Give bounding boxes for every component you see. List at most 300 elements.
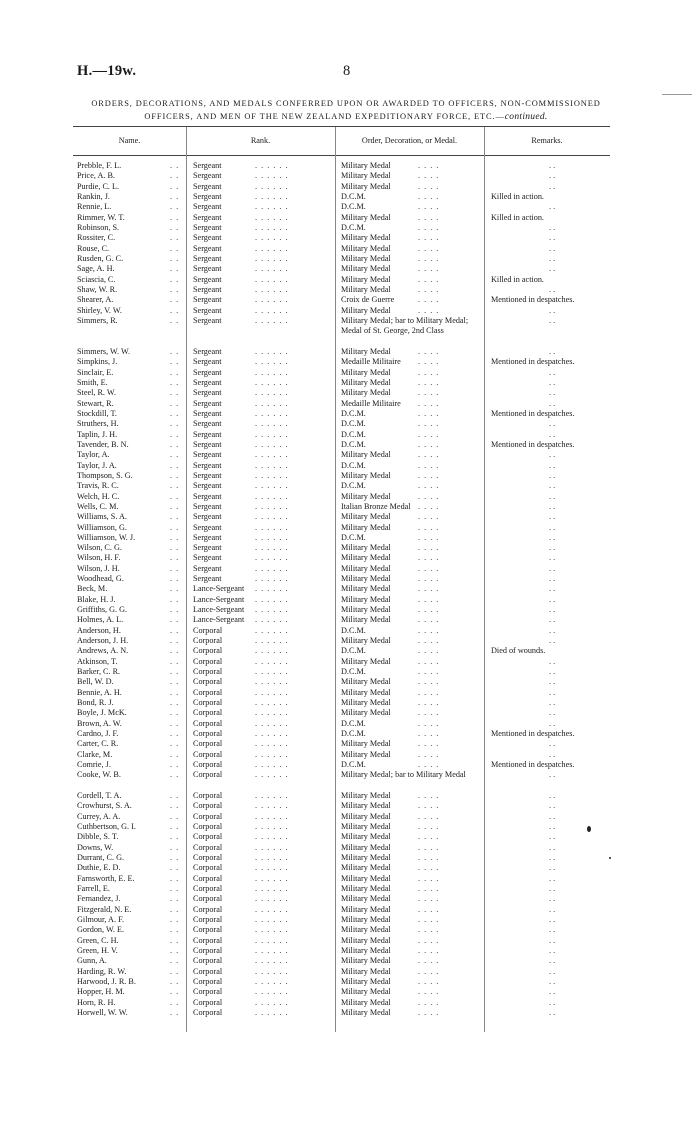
award-name: Military Medal: [341, 925, 391, 935]
recipient-rank: Corporal: [193, 966, 223, 976]
table-row: [0, 719, 700, 729]
leader-dots: . .: [549, 284, 556, 294]
leader-dots: . .: [549, 739, 556, 749]
recipient-name: Wilson, J. H.: [77, 563, 120, 573]
leader-dots: . . . .: [418, 925, 440, 935]
leader-dots: . . . .: [418, 233, 440, 243]
leader-dots: . . . .: [418, 243, 440, 253]
leader-dots: . .: [170, 1007, 180, 1017]
leader-dots: . .: [170, 801, 180, 811]
leader-dots: . . . . . .: [255, 987, 289, 997]
leader-dots: . .: [549, 543, 556, 553]
table-row: [0, 801, 700, 811]
leader-dots: . .: [549, 398, 556, 408]
recipient-name: Tavender, B. N.: [77, 439, 129, 449]
leader-dots: . .: [549, 976, 556, 986]
recipient-name: Farnsworth, E. E.: [77, 873, 135, 883]
recipient-name: Green, H. V.: [77, 945, 118, 955]
leader-dots: . .: [549, 615, 556, 625]
leader-dots: . .: [549, 470, 556, 480]
table-row: [0, 171, 700, 181]
award-name: Military Medal: [341, 956, 391, 966]
recipient-rank: Corporal: [193, 625, 223, 635]
leader-dots: . .: [549, 161, 556, 170]
leader-dots: . . . . . .: [255, 398, 289, 408]
recipient-rank: Corporal: [193, 646, 223, 656]
leader-dots: . . . . . .: [255, 894, 289, 904]
leader-dots: . . . . . .: [255, 439, 289, 449]
recipient-name: Sinclair, E.: [77, 367, 114, 377]
award-name: Military Medal: [341, 873, 391, 883]
leader-dots: . .: [170, 357, 180, 367]
leader-dots: . .: [170, 264, 180, 274]
leader-dots: . .: [170, 481, 180, 491]
table-row: [0, 347, 700, 357]
table-row: [0, 461, 700, 471]
leader-dots: . . . . . .: [255, 388, 289, 398]
award-name: Military Medal: [341, 161, 391, 170]
table-row: [0, 698, 700, 708]
table-row: [0, 213, 700, 223]
leader-dots: . .: [549, 522, 556, 532]
recipient-rank: Corporal: [193, 997, 223, 1007]
leader-dots: . .: [170, 584, 180, 594]
recipient-rank: Sergeant: [193, 305, 222, 315]
leader-dots: . . . .: [418, 543, 440, 553]
recipient-name: Wilson, C. G.: [77, 543, 122, 553]
table-row: [0, 843, 700, 853]
recipient-name: Bond, R. J.: [77, 698, 114, 708]
table-row: [0, 987, 700, 997]
table-row: [0, 615, 700, 625]
table-row: [0, 595, 700, 605]
leader-dots: . .: [170, 450, 180, 460]
table-row: [0, 915, 700, 925]
leader-dots: . .: [549, 708, 556, 718]
leader-dots: . . . . . .: [255, 512, 289, 522]
award-name: Military Medal: [341, 739, 391, 749]
leader-dots: . . . .: [418, 439, 440, 449]
leader-dots: . .: [170, 729, 180, 739]
table-row: [0, 967, 700, 977]
recipient-rank: Sergeant: [193, 512, 222, 522]
leader-dots: . . . . . .: [255, 264, 289, 274]
award-name: Croix de Guerre: [341, 295, 395, 305]
recipient-rank: Corporal: [193, 760, 223, 770]
award-name: Military Medal: [341, 915, 391, 924]
recipient-rank: Sergeant: [193, 491, 222, 501]
leader-dots: . .: [549, 563, 556, 573]
award-name: Military Medal: [341, 945, 391, 955]
table-row: [0, 874, 700, 884]
recipient-name: Horwell, W. W.: [77, 1007, 128, 1017]
recipient-rank: Corporal: [193, 863, 223, 873]
remarks: Mentioned in despatches.: [491, 439, 575, 449]
table-row: [0, 264, 700, 274]
recipient-name: Williams, S. A.: [77, 512, 127, 522]
leader-dots: . . . . . .: [255, 904, 289, 914]
leader-dots: . .: [170, 811, 180, 821]
recipient-rank: Sergeant: [193, 574, 222, 584]
leader-dots: . . . . . .: [255, 584, 289, 594]
leader-dots: . . . .: [418, 181, 440, 191]
award-name: Military Medal: [341, 563, 391, 573]
award-name: Military Medal: [341, 997, 391, 1007]
award-name: D.C.M.: [341, 408, 366, 418]
leader-dots: . . . . . .: [255, 945, 289, 955]
recipient-name: Harwood, J. R. B.: [77, 976, 136, 986]
award-name: Military Medal: [341, 553, 391, 563]
leader-dots: . .: [170, 419, 180, 429]
award-name: Military Medal: [341, 966, 391, 976]
leader-dots: . .: [170, 295, 180, 305]
table-row: [0, 316, 700, 347]
table-row: [0, 533, 700, 543]
recipient-name: Cooke, W. B.: [77, 770, 121, 780]
leader-dots: . . . .: [418, 584, 440, 594]
leader-dots: . . . . . .: [255, 708, 289, 718]
recipient-name: Stewart, R.: [77, 398, 114, 408]
award-name: Military Medal: [341, 181, 391, 191]
award-name: D.C.M.: [341, 760, 366, 770]
leader-dots: . .: [170, 181, 180, 191]
table-row: [0, 202, 700, 212]
table-row: [0, 770, 700, 791]
leader-dots: . .: [170, 522, 180, 532]
recipient-name: Rusden, G. C.: [77, 253, 124, 263]
recipient-rank: Lance-Sergeant: [193, 594, 245, 604]
table-row: [0, 368, 700, 378]
award-name: Military Medal: [341, 605, 391, 615]
recipient-name: Green, C. H.: [77, 935, 119, 945]
award-name: D.C.M.: [341, 191, 366, 201]
leader-dots: . . . . . .: [255, 605, 289, 615]
recipient-name: Stockdill, T.: [77, 408, 117, 418]
award-name: Military Medal: [341, 543, 391, 553]
table-row: [0, 399, 700, 409]
award-name: Military Medal: [341, 284, 391, 294]
leader-dots: . .: [170, 408, 180, 418]
leader-dots: . .: [170, 625, 180, 635]
table-row: [0, 564, 700, 574]
leader-dots: . .: [170, 605, 180, 615]
leader-dots: . . . .: [418, 161, 440, 170]
leader-dots: . . . . . .: [255, 729, 289, 739]
leader-dots: . . . . . .: [255, 243, 289, 253]
leader-dots: . .: [549, 904, 556, 914]
leader-dots: . .: [170, 191, 180, 201]
leader-dots: . .: [170, 863, 180, 873]
leader-dots: . . . . . .: [255, 594, 289, 604]
leader-dots: . . . .: [418, 956, 440, 966]
recipient-name: Holmes, A. L.: [77, 615, 124, 625]
recipient-rank: Sergeant: [193, 222, 222, 232]
leader-dots: . .: [170, 904, 180, 914]
table-row: [0, 409, 700, 419]
leader-dots: . .: [549, 481, 556, 491]
leader-dots: . . . .: [418, 987, 440, 997]
leader-dots: . . . . . .: [255, 698, 289, 708]
leader-dots: . .: [170, 656, 180, 666]
recipient-name: Beck, M.: [77, 584, 108, 594]
recipient-rank: Corporal: [193, 884, 223, 894]
leader-dots: . .: [170, 853, 180, 863]
leader-dots: . . . .: [418, 284, 440, 294]
table-row: [0, 275, 700, 285]
leader-dots: . .: [170, 429, 180, 439]
leader-dots: . . . .: [418, 966, 440, 976]
recipient-name: Price, A. B.: [77, 171, 115, 181]
leader-dots: . . . .: [418, 976, 440, 986]
table-row: [0, 946, 700, 956]
leader-dots: . .: [549, 233, 556, 243]
recipient-rank: Sergeant: [193, 367, 222, 377]
table-row: [0, 667, 700, 677]
leader-dots: . . . . . .: [255, 501, 289, 511]
leader-dots: . . . . . .: [255, 832, 289, 842]
recipient-name: Wilson, H. F.: [77, 553, 121, 563]
recipient-rank: Lance-Sergeant: [193, 615, 245, 625]
leader-dots: . .: [549, 202, 556, 212]
leader-dots: . . . . . .: [255, 615, 289, 625]
award-name: Military Medal: [341, 388, 391, 398]
leader-dots: . . . .: [418, 501, 440, 511]
award-name: Military Medal: [341, 233, 391, 243]
leader-dots: . . . .: [418, 625, 440, 635]
leader-dots: . . . . . .: [255, 1007, 289, 1017]
recipient-rank: Sergeant: [193, 408, 222, 418]
leader-dots: . .: [170, 945, 180, 955]
recipient-rank: Sergeant: [193, 181, 222, 191]
recipient-name: Crowhurst, S. A.: [77, 801, 132, 811]
table-row: [0, 636, 700, 646]
recipient-name: Gunn, A.: [77, 956, 107, 966]
recipient-rank: Corporal: [193, 915, 223, 924]
recipient-name: Farrell, E.: [77, 884, 110, 894]
leader-dots: . .: [170, 749, 180, 759]
table-top-rule: [73, 126, 610, 127]
leader-dots: . . . . . .: [255, 274, 289, 284]
ink-speck: [587, 826, 591, 832]
award-name: Military Medal: [341, 677, 391, 687]
leader-dots: . . . . . .: [255, 656, 289, 666]
leader-dots: . .: [170, 718, 180, 728]
recipient-rank: Corporal: [193, 935, 223, 945]
leader-dots: . . . .: [418, 491, 440, 501]
leader-dots: . . . . . .: [255, 760, 289, 770]
leader-dots: . . . .: [418, 594, 440, 604]
recipient-name: Anderson, H.: [77, 625, 121, 635]
recipient-name: Travis, R. C.: [77, 481, 119, 491]
leader-dots: . . . .: [418, 646, 440, 656]
recipient-rank: Sergeant: [193, 460, 222, 470]
margin-mark: [662, 94, 692, 95]
recipient-name: Boyle, J. McK.: [77, 708, 127, 718]
recipient-rank: Sergeant: [193, 439, 222, 449]
recipient-rank: Sergeant: [193, 429, 222, 439]
leader-dots: . . . .: [418, 842, 440, 852]
award-name: Military Medal: [341, 212, 391, 222]
leader-dots: . . . . . .: [255, 222, 289, 232]
leader-dots: . . . .: [418, 481, 440, 491]
leader-dots: . .: [549, 770, 556, 780]
leader-dots: . . . .: [418, 202, 440, 212]
leader-dots: . . . .: [418, 522, 440, 532]
leader-dots: . .: [549, 832, 556, 842]
leader-dots: . .: [549, 997, 556, 1007]
leader-dots: . .: [170, 646, 180, 656]
leader-dots: . . . . . .: [255, 976, 289, 986]
table-row: [0, 905, 700, 915]
award-name: Military Medal: [341, 264, 391, 274]
leader-dots: . .: [549, 222, 556, 232]
leader-dots: . . . . . .: [255, 491, 289, 501]
recipient-name: Fernandez, J.: [77, 894, 121, 904]
leader-dots: . . . . . .: [255, 253, 289, 263]
recipient-name: Taylor, A.: [77, 450, 110, 460]
award-name: Military Medal: [341, 253, 391, 263]
award-name: Medaille Militaire: [341, 398, 401, 408]
caption-continued: continued.: [504, 112, 548, 122]
leader-dots: . . . . . .: [255, 305, 289, 315]
leader-dots: . .: [549, 987, 556, 997]
award-name: D.C.M.: [341, 667, 366, 677]
recipient-rank: Sergeant: [193, 563, 222, 573]
table-row: [0, 295, 700, 305]
leader-dots: . .: [170, 594, 180, 604]
leader-dots: . . . .: [418, 574, 440, 584]
recipient-name: Fitzgerald, N. E.: [77, 904, 132, 914]
table-row: [0, 605, 700, 615]
leader-dots: . . . . . .: [255, 481, 289, 491]
recipient-name: Andrews, A. N.: [77, 646, 129, 656]
recipient-name: Comrie, J.: [77, 760, 111, 770]
leader-dots: . .: [549, 594, 556, 604]
award-name: Military Medal: [341, 656, 391, 666]
award-name: Military Medal: [341, 853, 391, 863]
recipient-name: Simmers, W. W.: [77, 346, 131, 356]
recipient-rank: Sergeant: [193, 346, 222, 356]
award-name: Military Medal: [341, 822, 391, 832]
column-header-order: Order, Decoration, or Medal.: [361, 136, 458, 145]
leader-dots: . .: [170, 987, 180, 997]
table-row: [0, 791, 700, 801]
leader-dots: . . . .: [418, 398, 440, 408]
recipient-name: Gordon, W. E.: [77, 925, 125, 935]
table-caption: [76, 97, 616, 124]
leader-dots: . . . .: [418, 667, 440, 677]
leader-dots: . .: [549, 605, 556, 615]
leader-dots: . . . .: [418, 553, 440, 563]
document-reference: H.—19w.: [77, 63, 137, 79]
table-row: [0, 481, 700, 491]
recipient-name: Carter, C. R.: [77, 739, 119, 749]
recipient-rank: Sergeant: [193, 295, 222, 305]
leader-dots: . .: [549, 687, 556, 697]
table-row: [0, 884, 700, 894]
recipient-rank: Corporal: [193, 945, 223, 955]
leader-dots: . . . . . .: [255, 842, 289, 852]
recipient-name: Duthie, E. D.: [77, 863, 121, 873]
recipient-name: Cuthbertson, G. I.: [77, 822, 136, 832]
leader-dots: . . . .: [418, 470, 440, 480]
award-name: D.C.M.: [341, 439, 366, 449]
leader-dots: . .: [170, 253, 180, 263]
award-name: Military Medal: [341, 749, 391, 759]
leader-dots: . .: [549, 181, 556, 191]
recipient-rank: Corporal: [193, 1007, 223, 1017]
leader-dots: . . . . . .: [255, 470, 289, 480]
table-row: [0, 471, 700, 481]
leader-dots: . .: [170, 915, 180, 924]
table-row: [0, 1008, 700, 1018]
award-name: Military Medal: [341, 470, 391, 480]
recipient-name: Horn, R. H.: [77, 997, 116, 1007]
remarks: Mentioned in despatches.: [491, 295, 575, 305]
recipient-name: Shearer, A.: [77, 295, 114, 305]
leader-dots: . . . .: [418, 677, 440, 687]
table-row: [0, 657, 700, 667]
award-name: Military Medal: [341, 171, 391, 181]
leader-dots: . .: [170, 171, 180, 181]
award-name: Military Medal; bar to Military Medal: [341, 770, 466, 780]
leader-dots: . .: [549, 749, 556, 759]
leader-dots: . .: [170, 346, 180, 356]
leader-dots: . . . .: [418, 687, 440, 697]
leader-dots: . . . .: [418, 832, 440, 842]
leader-dots: . . . . . .: [255, 419, 289, 429]
recipient-rank: Corporal: [193, 832, 223, 842]
remarks: Killed in action.: [491, 191, 544, 201]
table-row: [0, 233, 700, 243]
table-row: [0, 357, 700, 367]
leader-dots: . .: [170, 873, 180, 883]
leader-dots: . . . . . .: [255, 636, 289, 646]
leader-dots: . .: [549, 698, 556, 708]
leader-dots: . . . . . .: [255, 770, 289, 780]
table-row: [0, 440, 700, 450]
recipient-name: Clarke, M.: [77, 749, 113, 759]
leader-dots: . .: [170, 243, 180, 253]
award-name: Military Medal: [341, 708, 391, 718]
leader-dots: . . . . . .: [255, 563, 289, 573]
leader-dots: . . . .: [418, 656, 440, 666]
leader-dots: . .: [170, 439, 180, 449]
leader-dots: . .: [170, 760, 180, 770]
leader-dots: . .: [549, 636, 556, 646]
table-row: [0, 450, 700, 460]
leader-dots: . . . . . .: [255, 522, 289, 532]
leader-dots: . . . .: [418, 532, 440, 542]
leader-dots: . .: [549, 894, 556, 904]
leader-dots: . . . . . .: [255, 739, 289, 749]
award-name: Military Medal: [341, 904, 391, 914]
leader-dots: . . . .: [418, 997, 440, 1007]
recipient-rank: Sergeant: [193, 274, 222, 284]
table-row: [0, 419, 700, 429]
leader-dots: . .: [170, 367, 180, 377]
table-row: [0, 956, 700, 966]
award-name: Military Medal: [341, 935, 391, 945]
leader-dots: . .: [170, 791, 180, 801]
recipient-name: Bell, W. D.: [77, 677, 114, 687]
award-name: Military Medal: [341, 801, 391, 811]
leader-dots: . .: [170, 636, 180, 646]
leader-dots: . . . . . .: [255, 284, 289, 294]
leader-dots: . .: [170, 532, 180, 542]
recipient-rank: Sergeant: [193, 450, 222, 460]
leader-dots: . . . .: [418, 295, 440, 305]
